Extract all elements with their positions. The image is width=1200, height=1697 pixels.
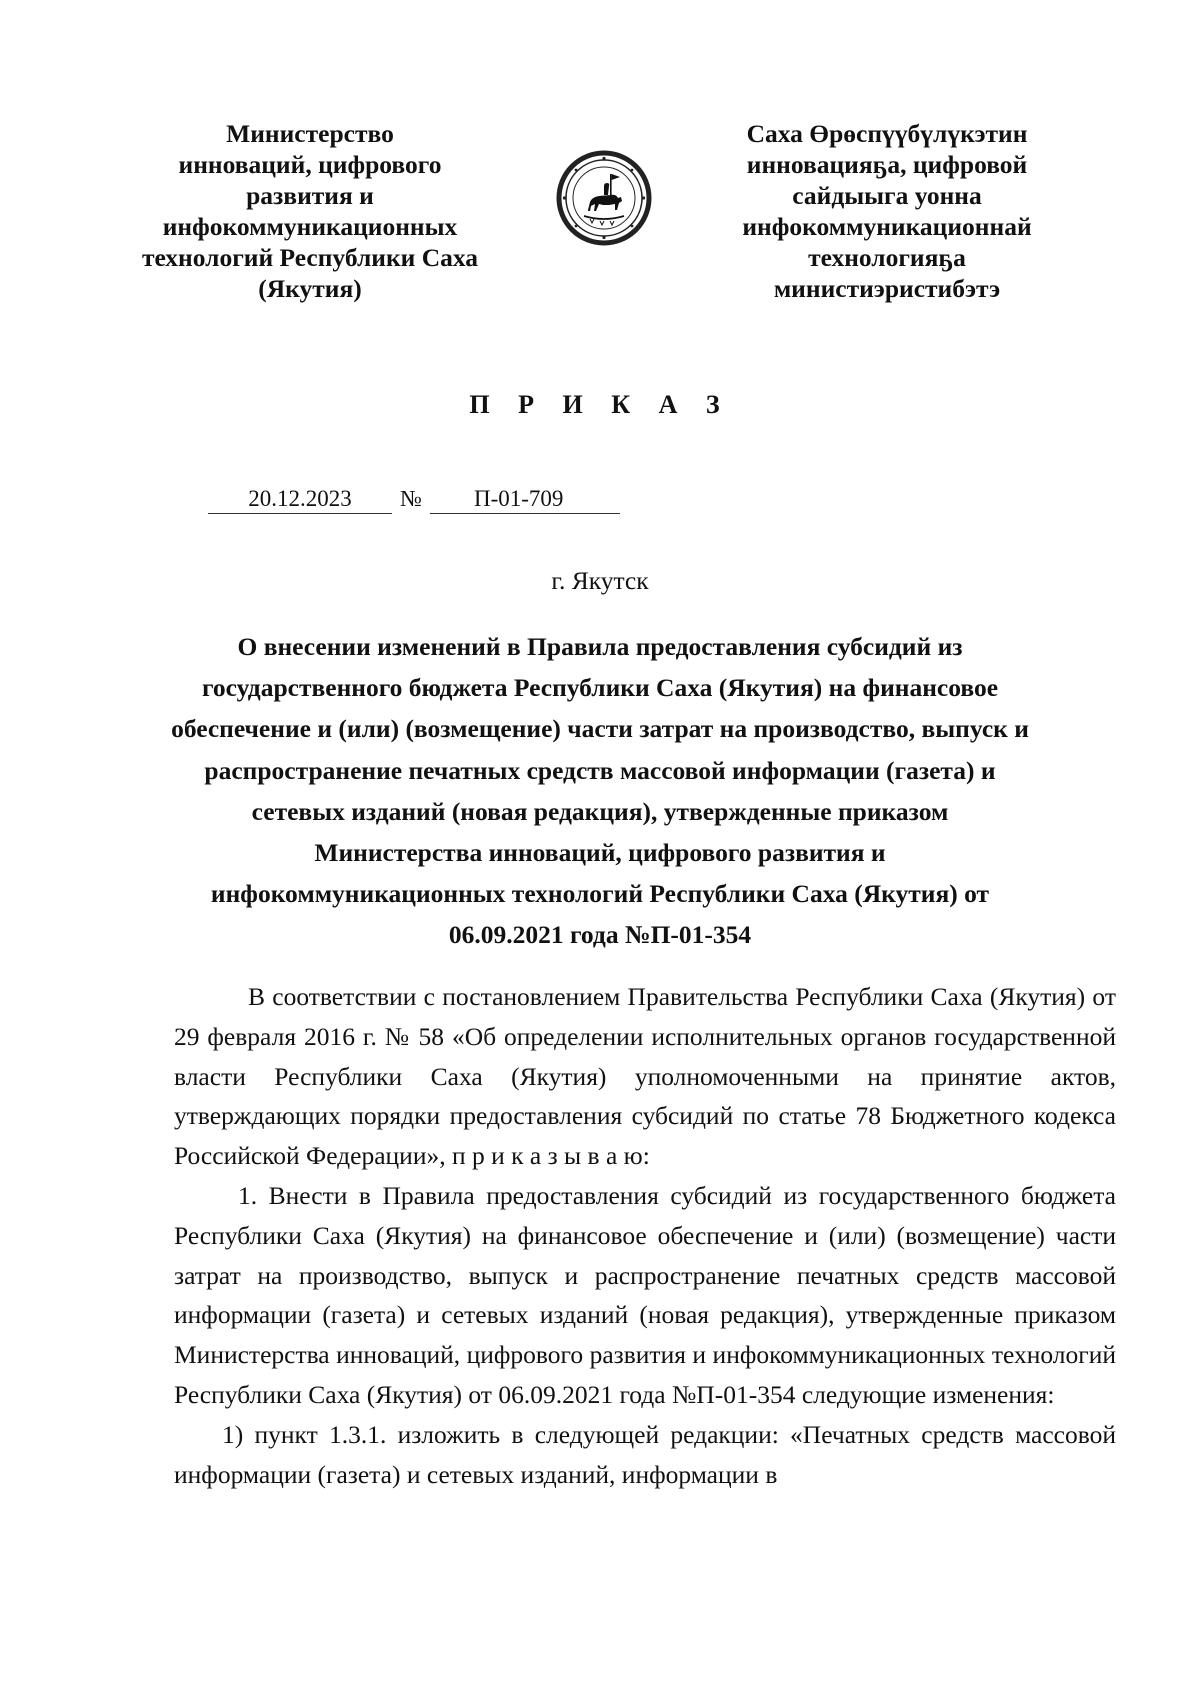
subitem-1-paragraph: 1) пункт 1.3.1. изложить в следующей редакции: «Печатных средств массовой информации (газета) и сетевых изданий, информации в <box>174 1419 1116 1489</box>
document-title: О внесении изменений в Правила предоставления субсидий из государственного бюджета Республики Саха (Якутия) на финансовое обеспечение и (или) (возмещение) части затрат на производство, выпуск и распространение печатных средств массовой информации (газета) и сетевых изданий (новая редакция), утвержденные приказом Министерства инноваций, цифрового развития и инфокоммуникационных технологий Республики Саха (Якутия) от 06.09.2021 года №П-01-354 <box>171 632 1029 950</box>
sakha-republic-coat-of-arms-icon <box>554 148 654 248</box>
ministry-name-russian: Министерство инноваций, цифрового развития и инфокоммуникационных технологий Республики Саха (Якутия) <box>141 119 479 303</box>
preamble-paragraph: В соответствии с постановлением Правительства Республики Саха (Якутия) от 29 февраля 2016 г. № 58 «Об определении исполнительных органов государственной власти Республики Саха (Якутия) уполномоченными на принятие актов, утверждающих порядки предоставления субсидий по статье 78 Бюджетного кодекса Российской Федерации», п р и к а з ы в а ю: <box>174 982 1116 1171</box>
number-sign: № <box>400 486 422 511</box>
order-date: 20.12.2023 <box>248 486 352 511</box>
order-number-field <box>430 485 620 514</box>
document-type-heading: П Р И К А З <box>469 390 731 419</box>
order-date-field <box>208 485 392 514</box>
item-1-paragraph: 1. Внести в Правила предоставления субсидий из государственного бюджета Республики Саха (Якутия) на финансовое обеспечение и (или) (возмещение) части затрат на производство, выпуск и распространение печатных средств массовой информации (газета) и сетевых изданий (новая редакция), утвержденные приказом Министерства инноваций, цифрового развития и инфокоммуникационных технологий Республики Саха (Якутия) от 06.09.2021 года №П-01-354 следующие изменения: <box>174 1180 1116 1409</box>
city-line: г. Якутск <box>551 566 649 595</box>
order-number: П-01-709 <box>474 486 564 511</box>
ministry-name-sakha: Саха Өрөспүүбүлүкэтин инновацияҕа, цифровой сайдыыга уонна инфокоммуникационнай технологияҕа министиэристибэтэ <box>742 119 1032 303</box>
document-body <box>174 977 1116 1494</box>
